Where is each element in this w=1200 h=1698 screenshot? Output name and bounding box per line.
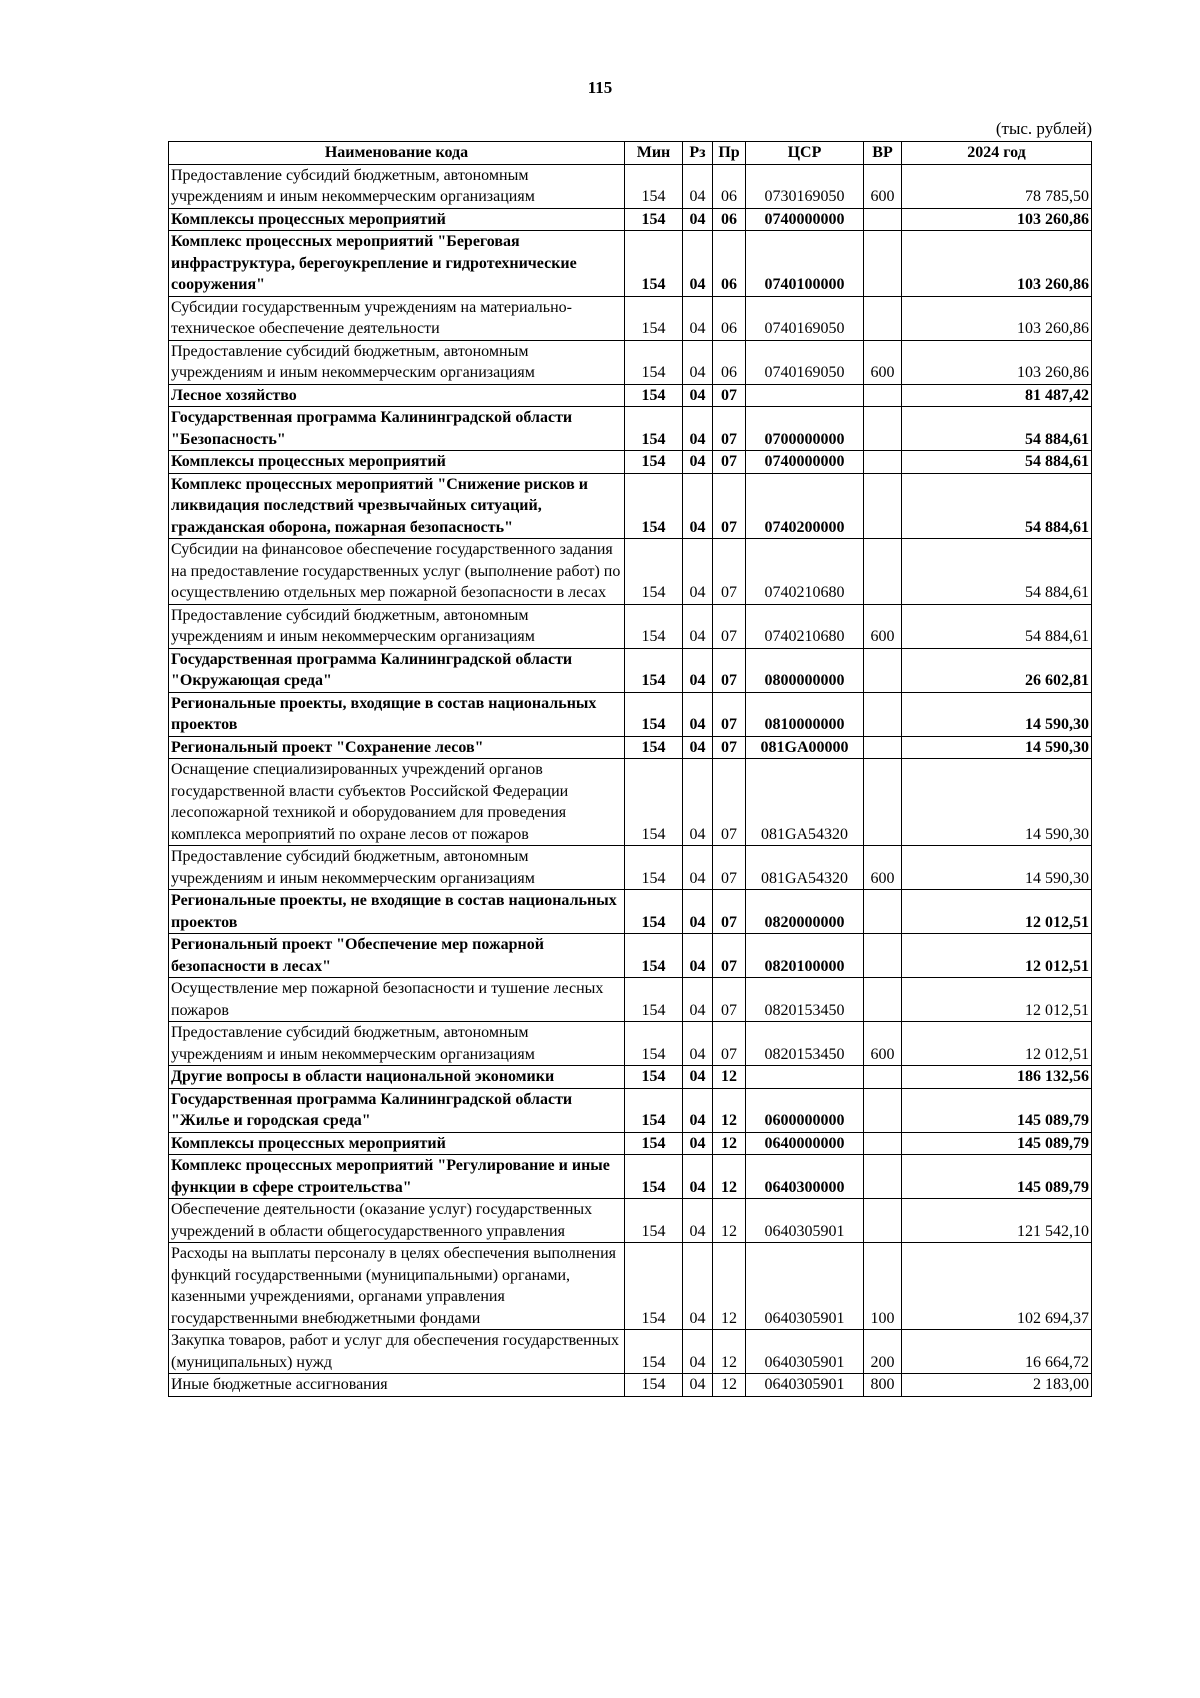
- table-row: [169, 1374, 1092, 1397]
- row-rz: 04: [683, 231, 713, 297]
- row-rz: 04: [683, 1132, 713, 1155]
- table-header-row: [169, 142, 1092, 165]
- row-rz: 04: [683, 539, 713, 605]
- row-rz: 04: [683, 451, 713, 474]
- row-csr: 0730169050: [746, 164, 864, 208]
- row-min: 154: [625, 1374, 683, 1397]
- row-csr: 081GA00000: [746, 736, 864, 759]
- row-min: 154: [625, 934, 683, 978]
- table-row: [169, 539, 1092, 605]
- table-row: [169, 384, 1092, 407]
- table-row: [169, 604, 1092, 648]
- row-vr: [864, 1066, 902, 1089]
- row-vr: [864, 692, 902, 736]
- row-name: Оснащение специализированных учреждений органов государственной власти субъектов Российской Федерации лесопожарной техникой и оборудованием для проведения комплекса мероприятий по охране лесов от пожаров: [169, 759, 625, 846]
- row-vr: [864, 208, 902, 231]
- row-pr: 12: [713, 1199, 746, 1243]
- row-csr: 0640000000: [746, 1132, 864, 1155]
- row-rz: 04: [683, 1199, 713, 1243]
- row-pr: 07: [713, 539, 746, 605]
- row-rz: 04: [683, 296, 713, 340]
- row-pr: 12: [713, 1330, 746, 1374]
- row-amount: 81 487,42: [902, 384, 1092, 407]
- table-body: [169, 164, 1092, 1396]
- row-vr: 100: [864, 1243, 902, 1330]
- row-rz: 04: [683, 1155, 713, 1199]
- row-min: 154: [625, 1088, 683, 1132]
- table-row: [169, 692, 1092, 736]
- row-rz: 04: [683, 1022, 713, 1066]
- row-csr: 0800000000: [746, 648, 864, 692]
- row-name: Иные бюджетные ассигнования: [169, 1374, 625, 1397]
- row-vr: [864, 384, 902, 407]
- row-pr: 06: [713, 164, 746, 208]
- row-vr: [864, 759, 902, 846]
- row-name: Комплексы процессных мероприятий: [169, 1132, 625, 1155]
- row-pr: 07: [713, 604, 746, 648]
- row-rz: 04: [683, 692, 713, 736]
- row-csr: 0740200000: [746, 473, 864, 539]
- row-rz: 04: [683, 978, 713, 1022]
- units-label: (тыс. рублей): [995, 119, 1092, 138]
- row-amount: 145 089,79: [902, 1132, 1092, 1155]
- row-amount: 54 884,61: [902, 473, 1092, 539]
- row-rz: 04: [683, 648, 713, 692]
- table-row: [169, 1243, 1092, 1330]
- row-vr: 200: [864, 1330, 902, 1374]
- row-min: 154: [625, 604, 683, 648]
- row-csr: 0600000000: [746, 1088, 864, 1132]
- row-vr: [864, 407, 902, 451]
- row-name: Осуществление мер пожарной безопасности и тушение лесных пожаров: [169, 978, 625, 1022]
- row-amount: 145 089,79: [902, 1088, 1092, 1132]
- row-min: 154: [625, 1155, 683, 1199]
- row-name: Комплексы процессных мероприятий: [169, 451, 625, 474]
- row-csr: 0740100000: [746, 231, 864, 297]
- row-amount: 78 785,50: [902, 164, 1092, 208]
- row-min: 154: [625, 890, 683, 934]
- row-vr: [864, 1132, 902, 1155]
- row-min: 154: [625, 340, 683, 384]
- row-name: Другие вопросы в области национальной экономики: [169, 1066, 625, 1089]
- row-min: 154: [625, 1243, 683, 1330]
- row-min: 154: [625, 164, 683, 208]
- row-vr: [864, 296, 902, 340]
- row-min: 154: [625, 1199, 683, 1243]
- row-amount: 12 012,51: [902, 890, 1092, 934]
- page-number: 115: [587, 78, 613, 97]
- row-vr: 600: [864, 164, 902, 208]
- row-rz: 04: [683, 1330, 713, 1374]
- row-csr: 0740000000: [746, 451, 864, 474]
- row-min: 154: [625, 736, 683, 759]
- row-min: 154: [625, 1022, 683, 1066]
- row-min: 154: [625, 1330, 683, 1374]
- row-name: Региональный проект "Обеспечение мер пожарной безопасности в лесах": [169, 934, 625, 978]
- row-name: Лесное хозяйство: [169, 384, 625, 407]
- row-vr: [864, 231, 902, 297]
- row-csr: 0740169050: [746, 340, 864, 384]
- row-min: 154: [625, 1132, 683, 1155]
- row-amount: 145 089,79: [902, 1155, 1092, 1199]
- row-min: 154: [625, 296, 683, 340]
- row-amount: 54 884,61: [902, 604, 1092, 648]
- row-rz: 04: [683, 736, 713, 759]
- row-rz: 04: [683, 1088, 713, 1132]
- table-row: [169, 473, 1092, 539]
- table-row: [169, 934, 1092, 978]
- row-amount: 14 590,30: [902, 759, 1092, 846]
- row-rz: 04: [683, 1066, 713, 1089]
- header-amount: 2024 год: [902, 142, 1092, 165]
- row-min: 154: [625, 648, 683, 692]
- row-pr: 12: [713, 1132, 746, 1155]
- row-name: Комплекс процессных мероприятий "Береговая инфраструктура, берегоукрепление и гидротехнические сооружения": [169, 231, 625, 297]
- row-rz: 04: [683, 759, 713, 846]
- row-pr: 07: [713, 759, 746, 846]
- row-min: 154: [625, 407, 683, 451]
- row-name: Субсидии государственным учреждениям на материально-техническое обеспечение деятельности: [169, 296, 625, 340]
- row-name: Комплекс процессных мероприятий "Снижение рисков и ликвидация последствий чрезвычайных ситуаций, гражданская оборона, пожарная безопасность": [169, 473, 625, 539]
- row-pr: 07: [713, 934, 746, 978]
- header-csr: ЦСР: [746, 142, 864, 165]
- row-name: Предоставление субсидий бюджетным, автономным учреждениям и иным некоммерческим организациям: [169, 846, 625, 890]
- row-min: 154: [625, 539, 683, 605]
- row-csr: 0820100000: [746, 934, 864, 978]
- row-rz: 04: [683, 1374, 713, 1397]
- table-row: [169, 1155, 1092, 1199]
- row-name: Государственная программа Калининградской области "Жилье и городская среда": [169, 1088, 625, 1132]
- row-pr: 07: [713, 384, 746, 407]
- row-pr: 12: [713, 1066, 746, 1089]
- row-pr: 12: [713, 1155, 746, 1199]
- row-vr: [864, 934, 902, 978]
- row-pr: 07: [713, 451, 746, 474]
- row-amount: 103 260,86: [902, 231, 1092, 297]
- row-min: 154: [625, 978, 683, 1022]
- row-vr: [864, 890, 902, 934]
- row-csr: 0740000000: [746, 208, 864, 231]
- row-name: Расходы на выплаты персоналу в целях обеспечения выполнения функций государственными (муниципальными) органами, казенными учреждениями, органами управления государственными внебюджетными фондами: [169, 1243, 625, 1330]
- table-row: [169, 759, 1092, 846]
- table-row: [169, 890, 1092, 934]
- row-rz: 04: [683, 846, 713, 890]
- row-name: Государственная программа Калининградской области "Окружающая среда": [169, 648, 625, 692]
- row-amount: 12 012,51: [902, 934, 1092, 978]
- row-csr: 0740210680: [746, 604, 864, 648]
- row-name: Предоставление субсидий бюджетным, автономным учреждениям и иным некоммерческим организациям: [169, 340, 625, 384]
- row-pr: 06: [713, 296, 746, 340]
- row-name: Закупка товаров, работ и услуг для обеспечения государственных (муниципальных) нужд: [169, 1330, 625, 1374]
- row-csr: 0640305901: [746, 1374, 864, 1397]
- table-row: [169, 978, 1092, 1022]
- row-csr: 0820153450: [746, 978, 864, 1022]
- table-row: [169, 1132, 1092, 1155]
- row-amount: 26 602,81: [902, 648, 1092, 692]
- row-csr: 0640300000: [746, 1155, 864, 1199]
- header-pr: Пр: [713, 142, 746, 165]
- table-row: [169, 340, 1092, 384]
- table-row: [169, 231, 1092, 297]
- row-amount: 54 884,61: [902, 451, 1092, 474]
- budget-table: [168, 141, 1092, 1397]
- row-pr: 07: [713, 978, 746, 1022]
- row-name: Государственная программа Калининградской области "Безопасность": [169, 407, 625, 451]
- row-name: Региональный проект "Сохранение лесов": [169, 736, 625, 759]
- row-amount: 54 884,61: [902, 407, 1092, 451]
- row-rz: 04: [683, 934, 713, 978]
- row-min: 154: [625, 846, 683, 890]
- row-pr: 07: [713, 736, 746, 759]
- row-name: Субсидии на финансовое обеспечение государственного задания на предоставление государственных услуг (выполнение работ) по осуществлению отдельных мер пожарной безопасности в лесах: [169, 539, 625, 605]
- table-row: [169, 164, 1092, 208]
- row-amount: 2 183,00: [902, 1374, 1092, 1397]
- row-pr: 07: [713, 1022, 746, 1066]
- row-name: Предоставление субсидий бюджетным, автономным учреждениям и иным некоммерческим организациям: [169, 1022, 625, 1066]
- row-csr: 0640305901: [746, 1199, 864, 1243]
- row-name: Региональные проекты, не входящие в состав национальных проектов: [169, 890, 625, 934]
- row-vr: [864, 1088, 902, 1132]
- table-row: [169, 407, 1092, 451]
- row-pr: 12: [713, 1088, 746, 1132]
- row-csr: 0820000000: [746, 890, 864, 934]
- table-row: [169, 1088, 1092, 1132]
- row-amount: 103 260,86: [902, 296, 1092, 340]
- row-min: 154: [625, 208, 683, 231]
- row-name: Обеспечение деятельности (оказание услуг) государственных учреждений в области общегосударственного управления: [169, 1199, 625, 1243]
- row-vr: 600: [864, 340, 902, 384]
- row-min: 154: [625, 451, 683, 474]
- row-rz: 04: [683, 340, 713, 384]
- row-pr: 07: [713, 846, 746, 890]
- row-vr: 600: [864, 846, 902, 890]
- row-rz: 04: [683, 604, 713, 648]
- row-csr: 0820153450: [746, 1022, 864, 1066]
- row-vr: [864, 1199, 902, 1243]
- row-name: Предоставление субсидий бюджетным, автономным учреждениям и иным некоммерческим организациям: [169, 604, 625, 648]
- row-pr: 07: [713, 407, 746, 451]
- table-row: [169, 736, 1092, 759]
- row-amount: 16 664,72: [902, 1330, 1092, 1374]
- row-vr: [864, 539, 902, 605]
- row-pr: 12: [713, 1243, 746, 1330]
- row-csr: 0740169050: [746, 296, 864, 340]
- row-min: 154: [625, 1066, 683, 1089]
- row-rz: 04: [683, 384, 713, 407]
- row-csr: 0740210680: [746, 539, 864, 605]
- table-row: [169, 648, 1092, 692]
- row-amount: 121 542,10: [902, 1199, 1092, 1243]
- header-name: Наименование кода: [169, 142, 625, 165]
- row-amount: 103 260,86: [902, 340, 1092, 384]
- row-amount: 12 012,51: [902, 1022, 1092, 1066]
- row-csr: [746, 1066, 864, 1089]
- header-rz: Рз: [683, 142, 713, 165]
- row-amount: 14 590,30: [902, 736, 1092, 759]
- table-row: [169, 296, 1092, 340]
- row-amount: 12 012,51: [902, 978, 1092, 1022]
- row-vr: [864, 451, 902, 474]
- row-pr: 06: [713, 340, 746, 384]
- row-vr: [864, 473, 902, 539]
- row-csr: 0640305901: [746, 1330, 864, 1374]
- row-name: Комплекс процессных мероприятий "Регулирование и иные функции в сфере строительства": [169, 1155, 625, 1199]
- row-amount: 103 260,86: [902, 208, 1092, 231]
- row-pr: 07: [713, 890, 746, 934]
- row-pr: 06: [713, 208, 746, 231]
- row-vr: [864, 736, 902, 759]
- table-row: [169, 1022, 1092, 1066]
- row-name: Комплексы процессных мероприятий: [169, 208, 625, 231]
- row-rz: 04: [683, 473, 713, 539]
- row-vr: 800: [864, 1374, 902, 1397]
- row-amount: 102 694,37: [902, 1243, 1092, 1330]
- row-min: 154: [625, 759, 683, 846]
- row-csr: 081GA54320: [746, 846, 864, 890]
- row-min: 154: [625, 231, 683, 297]
- row-name: Региональные проекты, входящие в состав национальных проектов: [169, 692, 625, 736]
- row-rz: 04: [683, 164, 713, 208]
- table-row: [169, 846, 1092, 890]
- row-pr: 12: [713, 1374, 746, 1397]
- row-rz: 04: [683, 407, 713, 451]
- row-amount: 54 884,61: [902, 539, 1092, 605]
- row-vr: [864, 1155, 902, 1199]
- row-min: 154: [625, 384, 683, 407]
- header-vr: ВР: [864, 142, 902, 165]
- row-min: 154: [625, 692, 683, 736]
- table-row: [169, 1330, 1092, 1374]
- row-pr: 07: [713, 473, 746, 539]
- row-pr: 07: [713, 692, 746, 736]
- row-amount: 186 132,56: [902, 1066, 1092, 1089]
- row-name: Предоставление субсидий бюджетным, автономным учреждениям и иным некоммерческим организациям: [169, 164, 625, 208]
- row-amount: 14 590,30: [902, 692, 1092, 736]
- row-vr: 600: [864, 1022, 902, 1066]
- row-csr: 0700000000: [746, 407, 864, 451]
- table-row: [169, 1066, 1092, 1089]
- row-vr: 600: [864, 604, 902, 648]
- row-vr: [864, 978, 902, 1022]
- row-csr: 0810000000: [746, 692, 864, 736]
- row-min: 154: [625, 473, 683, 539]
- table-row: [169, 451, 1092, 474]
- table-row: [169, 208, 1092, 231]
- row-pr: 07: [713, 648, 746, 692]
- row-rz: 04: [683, 1243, 713, 1330]
- row-rz: 04: [683, 208, 713, 231]
- row-amount: 14 590,30: [902, 846, 1092, 890]
- row-vr: [864, 648, 902, 692]
- table-row: [169, 1199, 1092, 1243]
- row-csr: [746, 384, 864, 407]
- row-csr: 0640305901: [746, 1243, 864, 1330]
- header-min: Мин: [625, 142, 683, 165]
- row-rz: 04: [683, 890, 713, 934]
- row-csr: 081GA54320: [746, 759, 864, 846]
- row-pr: 06: [713, 231, 746, 297]
